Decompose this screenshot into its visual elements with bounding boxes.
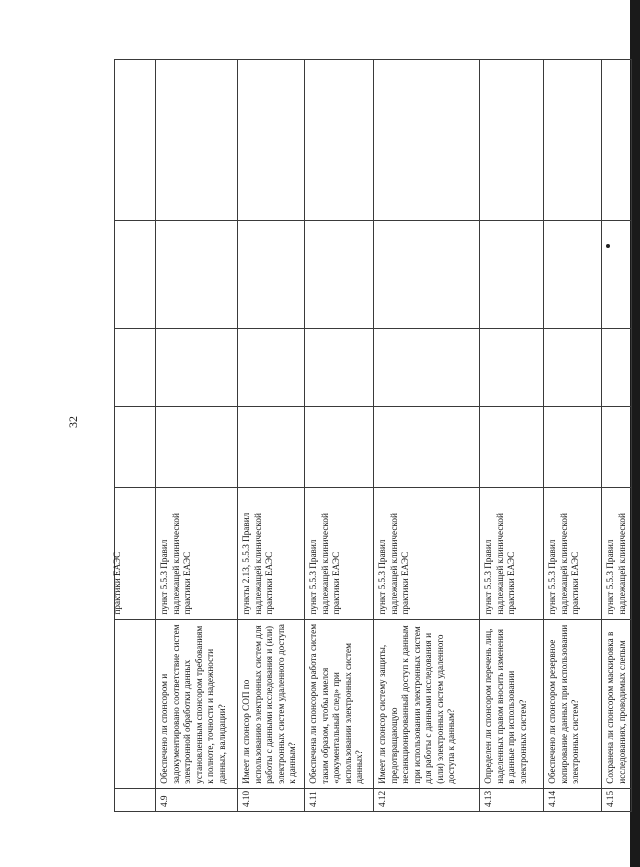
question-text: Имеет ли спонсор СОП по использованию электронных систем для работы с данными исследования и (или) электронных систем удаленного доступа к данным? bbox=[238, 619, 305, 788]
empty-cell bbox=[238, 407, 305, 487]
empty-cell bbox=[602, 220, 632, 328]
empty-cell bbox=[238, 60, 305, 221]
continuation-text: практики ЕАЭС bbox=[112, 551, 122, 615]
reference-text: пункт 5.5.3 Правил надлежащей клинической практики ЕАЭС bbox=[374, 487, 480, 619]
table-row bbox=[374, 60, 480, 812]
empty-cell bbox=[374, 220, 480, 328]
reference-text: пункт 5.5.3 Правил надлежащей клинической практики ЕАЭС bbox=[544, 487, 602, 619]
question-text: Обеспечено ли спонсором и задокументировано соответствие систем электронной обработки данных установленным спонсором требованиям к полноте, точности и надежности данных, валидации? bbox=[156, 619, 238, 788]
empty-cell bbox=[544, 60, 602, 221]
empty-cell bbox=[544, 220, 602, 328]
empty-cell bbox=[115, 60, 156, 221]
empty-cell bbox=[374, 407, 480, 487]
empty-cell bbox=[480, 220, 544, 328]
empty-cell bbox=[374, 328, 480, 407]
question-text: Обеспечена ли спонсором работа систем таким образом, чтобы имелся «документальный след» при использовании электронных систем данных? bbox=[305, 619, 374, 788]
empty-cell bbox=[602, 60, 632, 221]
row-number: 4.9 bbox=[156, 788, 238, 811]
checklist-table bbox=[114, 59, 632, 812]
question-cell bbox=[115, 619, 156, 788]
table-row bbox=[602, 60, 632, 812]
empty-cell bbox=[305, 60, 374, 221]
reference-text: пункт 5.5.3 Правил надлежащей клинической практики ЕАЭС bbox=[156, 487, 238, 619]
empty-cell bbox=[602, 328, 632, 407]
empty-cell bbox=[305, 328, 374, 407]
reference-text: пункт 5.5.3 Правил надлежащей клинической практики ЕАЭС bbox=[480, 487, 544, 619]
checklist-table-rotated bbox=[112, 59, 627, 812]
empty-cell bbox=[544, 407, 602, 487]
empty-cell bbox=[156, 407, 238, 487]
empty-cell bbox=[156, 60, 238, 221]
empty-cell bbox=[238, 220, 305, 328]
table-row bbox=[115, 60, 156, 812]
table-row bbox=[238, 60, 305, 812]
reference-text: пункт 5.5.3 Правил надлежащей клинической bbox=[602, 487, 632, 619]
table-row bbox=[305, 60, 374, 812]
table-row bbox=[480, 60, 544, 812]
row-number: 4.13 bbox=[480, 788, 544, 811]
empty-cell bbox=[305, 220, 374, 328]
empty-cell bbox=[602, 407, 632, 487]
question-text: Имеет ли спонсор систему защиты, предотвращающую несанкционированный доступ к данным при использовании электронных систем для работы с данными исследования и (или) электронных систем удаленного доступа к данным? bbox=[374, 619, 480, 788]
empty-cell bbox=[115, 220, 156, 328]
num-cell bbox=[115, 788, 156, 811]
empty-cell bbox=[156, 220, 238, 328]
table-row bbox=[544, 60, 602, 812]
reference-cell bbox=[112, 487, 156, 619]
question-text: Определен ли спонсором перечень лиц, наделенных правом вносить изменения в данные при использовании электронных систем? bbox=[480, 619, 544, 788]
question-text: Сохранена ли спонсором маскировка в исследованиях, проводимых слепым bbox=[602, 619, 632, 788]
reference-text: пункты 2.13, 5.5.3 Правил надлежащей клинической практики ЕАЭС bbox=[238, 487, 305, 619]
empty-cell bbox=[115, 407, 156, 487]
empty-cell bbox=[374, 60, 480, 221]
empty-cell bbox=[480, 407, 544, 487]
page-number: 32 bbox=[66, 416, 80, 428]
row-number: 4.15 bbox=[602, 788, 632, 811]
row-number: 4.11 bbox=[305, 788, 374, 811]
empty-cell bbox=[238, 328, 305, 407]
table-row bbox=[156, 60, 238, 812]
row-number: 4.12 bbox=[374, 788, 480, 811]
empty-cell bbox=[480, 328, 544, 407]
reference-text: пункт 5.5.3 Правил надлежащей клинической практики ЕАЭС bbox=[305, 487, 374, 619]
empty-cell bbox=[480, 60, 544, 221]
question-text: Обеспечено ли спонсором резервное копирование данных при использовании электронных систем? bbox=[544, 619, 602, 788]
row-number: 4.10 bbox=[238, 788, 305, 811]
empty-cell bbox=[544, 328, 602, 407]
empty-cell bbox=[156, 328, 238, 407]
empty-cell bbox=[115, 328, 156, 407]
row-number: 4.14 bbox=[544, 788, 602, 811]
empty-cell bbox=[305, 407, 374, 487]
